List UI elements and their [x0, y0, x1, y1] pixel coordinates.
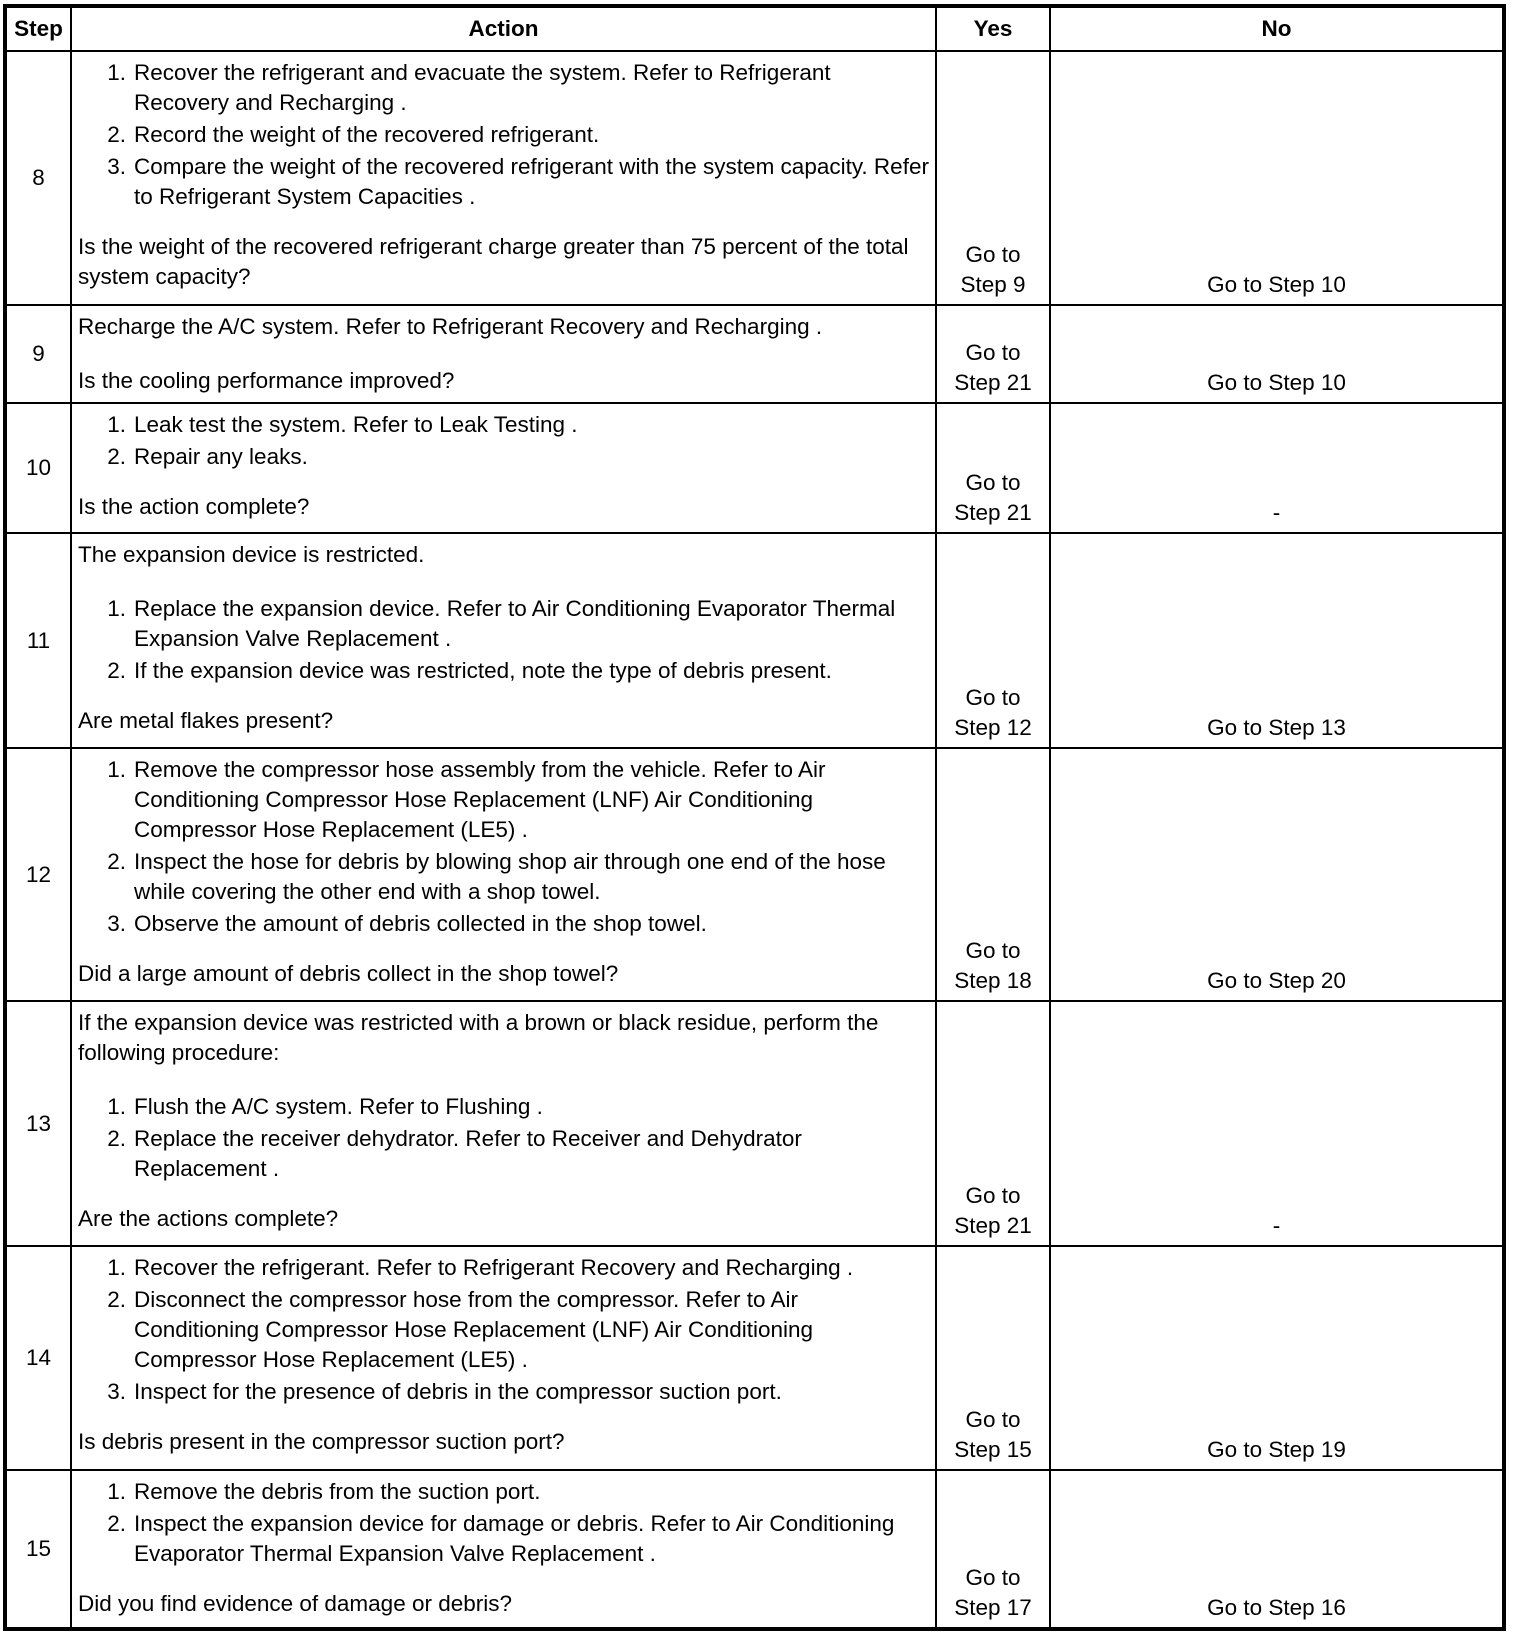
list-item [78, 442, 929, 472]
list-text: Inspect the expansion device for damage or debris. Refer to Air Conditioning Evaporator Thermal Expansion Valve Replacement . [134, 1511, 895, 1566]
yes-text: Go to [965, 470, 1021, 495]
yes-cell [936, 51, 1050, 305]
list-item [78, 909, 929, 939]
yes-text: Go to [965, 242, 1021, 267]
action-steps-list [78, 1253, 929, 1407]
list-item [78, 847, 929, 907]
yes-text: Step 17 [954, 1595, 1032, 1620]
step-number: 8 [5, 51, 71, 305]
list-text: Record the weight of the recovered refrigerant. [134, 122, 600, 147]
diagnostic-table [3, 4, 1506, 1631]
action-cell [71, 403, 936, 533]
header-action: Action [71, 6, 936, 51]
list-number: 2. [107, 1287, 126, 1312]
yes-text: Step 15 [954, 1437, 1032, 1462]
step-number: 12 [5, 748, 71, 1001]
no-cell: Go to Step 20 [1050, 748, 1504, 1001]
list-number: 2. [107, 1511, 126, 1536]
list-text: Inspect the hose for debris by blowing shop air through one end of the hose while covering the other end with a shop towel. [134, 849, 886, 904]
header-yes: Yes [936, 6, 1050, 51]
no-cell: Go to Step 10 [1050, 51, 1504, 305]
list-text: Remove the compressor hose assembly from the vehicle. Refer to Air Conditioning Compressor Hose Replacement (LNF) Air Conditioning Compressor Hose Replacement (LE5) . [134, 757, 826, 842]
list-number: 2. [107, 1126, 126, 1151]
table-body [5, 51, 1504, 1629]
table-row [5, 403, 1504, 533]
yes-text: Step 21 [954, 1213, 1032, 1238]
yes-text: Go to [965, 1407, 1021, 1432]
list-number: 3. [107, 911, 126, 936]
action-text: Is debris present in the compressor suction port? [78, 1429, 565, 1454]
action-cell [71, 305, 936, 403]
list-item [78, 1509, 929, 1569]
step-number: 14 [5, 1246, 71, 1470]
action-steps-list [78, 1477, 929, 1569]
action-text: Is the cooling performance improved? [78, 368, 455, 393]
yes-text: Go to [965, 685, 1021, 710]
list-number: 1. [107, 1255, 126, 1280]
table-row [5, 1246, 1504, 1470]
yes-cell [936, 748, 1050, 1001]
step-number: 9 [5, 305, 71, 403]
yes-cell [936, 403, 1050, 533]
list-item [78, 1092, 929, 1122]
yes-cell [936, 533, 1050, 748]
table-row [5, 533, 1504, 748]
list-item [78, 1477, 929, 1507]
header-no: No [1050, 6, 1504, 51]
list-item [78, 1377, 929, 1407]
no-cell: Go to Step 13 [1050, 533, 1504, 748]
list-item [78, 152, 929, 212]
action-steps-list [78, 410, 929, 472]
list-text: Flush the A/C system. Refer to Flushing . [134, 1094, 543, 1119]
yes-text: Step 9 [960, 272, 1026, 297]
table-row [5, 748, 1504, 1001]
action-text: Did a large amount of debris collect in the shop towel? [78, 961, 619, 986]
action-cell [71, 1001, 936, 1246]
table-row [5, 1001, 1504, 1246]
list-number: 2. [107, 849, 126, 874]
step-number: 10 [5, 403, 71, 533]
step-number: 11 [5, 533, 71, 748]
action-cell [71, 51, 936, 305]
list-text: Compare the weight of the recovered refrigerant with the system capacity. Refer to Refrigerant System Capacities . [134, 154, 929, 209]
no-cell: - [1050, 403, 1504, 533]
list-item [78, 58, 929, 118]
action-steps-list [78, 58, 929, 212]
action-text: The expansion device is restricted. [78, 542, 425, 567]
step-number: 13 [5, 1001, 71, 1246]
action-cell [71, 1470, 936, 1629]
list-number: 2. [107, 444, 126, 469]
list-text: Remove the debris from the suction port. [134, 1479, 541, 1504]
list-item [78, 656, 929, 686]
yes-text: Step 18 [954, 968, 1032, 993]
list-text: Recover the refrigerant and evacuate the system. Refer to Refrigerant Recovery and Recharging . [134, 60, 831, 115]
list-number: 1. [107, 757, 126, 782]
yes-text: Step 21 [954, 500, 1032, 525]
list-item [78, 120, 929, 150]
action-steps-list [78, 1092, 929, 1184]
list-text: Repair any leaks. [134, 444, 308, 469]
no-cell: Go to Step 16 [1050, 1470, 1504, 1629]
header-row [5, 6, 1504, 51]
yes-text: Go to [965, 1183, 1021, 1208]
header-step: Step [5, 6, 71, 51]
action-text: Is the action complete? [78, 494, 310, 519]
list-text: Inspect for the presence of debris in the compressor suction port. [134, 1379, 782, 1404]
list-item [78, 594, 929, 654]
list-number: 1. [107, 1094, 126, 1119]
list-text: If the expansion device was restricted, note the type of debris present. [134, 658, 832, 683]
action-cell [71, 748, 936, 1001]
list-number: 3. [107, 154, 126, 179]
yes-cell [936, 1001, 1050, 1246]
list-number: 1. [107, 412, 126, 437]
table-row [5, 305, 1504, 403]
list-number: 3. [107, 1379, 126, 1404]
list-item [78, 1124, 929, 1184]
action-text: Are the actions complete? [78, 1206, 339, 1231]
yes-text: Go to [965, 938, 1021, 963]
list-text: Recover the refrigerant. Refer to Refrigerant Recovery and Recharging . [134, 1255, 854, 1280]
action-cell [71, 1246, 936, 1470]
list-text: Replace the receiver dehydrator. Refer to Receiver and Dehydrator Replacement . [134, 1126, 802, 1181]
list-text: Leak test the system. Refer to Leak Testing . [134, 412, 578, 437]
action-steps-list [78, 594, 929, 686]
action-text: If the expansion device was restricted with a brown or black residue, perform the following procedure: [78, 1010, 879, 1065]
list-item [78, 410, 929, 440]
list-text: Disconnect the compressor hose from the compressor. Refer to Air Conditioning Compressor Hose Replacement (LNF) Air Conditioning Compressor Hose Replacement (LE5) . [134, 1287, 814, 1372]
yes-text: Go to [965, 1565, 1021, 1590]
list-item [78, 1253, 929, 1283]
no-cell: Go to Step 10 [1050, 305, 1504, 403]
step-number: 15 [5, 1470, 71, 1629]
yes-text: Step 12 [954, 715, 1032, 740]
yes-text: Step 21 [954, 370, 1032, 395]
yes-text: Go to [965, 340, 1021, 365]
no-cell: Go to Step 19 [1050, 1246, 1504, 1470]
list-number: 1. [107, 596, 126, 621]
list-number: 2. [107, 658, 126, 683]
table-row [5, 51, 1504, 305]
yes-cell [936, 1470, 1050, 1629]
action-text: Are metal flakes present? [78, 708, 334, 733]
action-text: Recharge the A/C system. Refer to Refrigerant Recovery and Recharging . [78, 314, 823, 339]
list-number: 1. [107, 60, 126, 85]
list-number: 2. [107, 122, 126, 147]
table-row [5, 1470, 1504, 1629]
list-item [78, 755, 929, 845]
list-text: Observe the amount of debris collected in the shop towel. [134, 911, 707, 936]
yes-cell [936, 1246, 1050, 1470]
no-cell: - [1050, 1001, 1504, 1246]
action-cell [71, 533, 936, 748]
list-text: Replace the expansion device. Refer to Air Conditioning Evaporator Thermal Expansion Valve Replacement . [134, 596, 896, 651]
list-number: 1. [107, 1479, 126, 1504]
yes-cell [936, 305, 1050, 403]
list-item [78, 1285, 929, 1375]
action-text: Did you find evidence of damage or debris? [78, 1591, 513, 1616]
action-text: Is the weight of the recovered refrigerant charge greater than 75 percent of the total system capacity? [78, 234, 909, 289]
action-steps-list [78, 755, 929, 939]
